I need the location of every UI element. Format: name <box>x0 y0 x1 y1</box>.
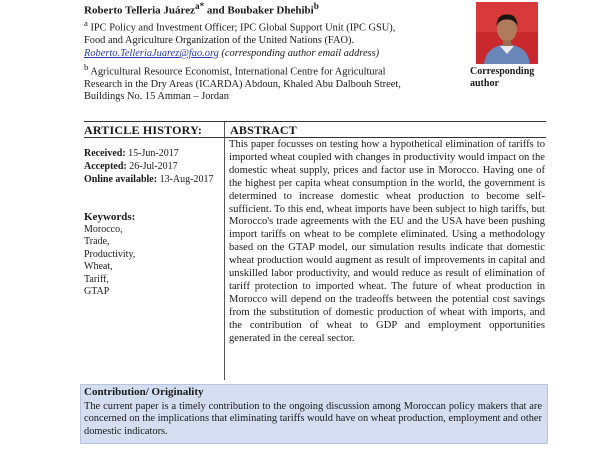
contribution-text: The current paper is a timely contribution to the ongoing discussion among Moroccan policy makers that are concerned on the implications that eliminating tariffs would have on wheat production, employment and other domestic indicators. <box>84 401 542 437</box>
keyword-item: Productivity, <box>84 248 136 260</box>
keyword-item: Wheat, <box>84 261 113 273</box>
article-history <box>84 148 220 187</box>
keyword-item: GTAP <box>84 286 110 298</box>
keywords-title: Keywords: <box>84 211 136 223</box>
author-names: Roberto Telleria Juárez$^{a*}$ and Boubaker Dhehibi$^b$ <box>84 1 319 17</box>
author-email-link[interactable]: Roberto.TelleriaJuarez@fao.org <box>84 47 219 59</box>
keyword-item: Morocco, <box>84 224 123 235</box>
author-photo <box>476 2 538 64</box>
abstract-title: ABSTRACT <box>230 123 297 137</box>
contribution-title: Contribution/ Originality <box>84 386 204 398</box>
affiliation-b: $^b$ Agricultural Resource Economist, International Centre for Agricultural Research in the Dry Areas (ICARDA) Abdoun, Khaled Abu Dalbouh Street, Buildings No. 15 Amman – Jordan <box>84 61 401 103</box>
article-history-title: ARTICLE HISTORY: <box>84 123 203 137</box>
contribution-box <box>80 384 548 444</box>
online-date: Online available: 13-Aug-2017 <box>84 174 214 185</box>
column-divider <box>224 122 225 380</box>
affiliation-a: $^a$ IPC Policy and Investment Officer; IPC Global Support Unit (IPC GSU), Food and Agriculture Organization of the United Nations (FAO). Roberto.TelleriaJuarez@fao.org (corresponding author email address) <box>84 18 396 59</box>
top-rule <box>84 121 546 122</box>
accepted-date: Accepted: 26-Jul-2017 <box>84 161 178 172</box>
keyword-item: Trade, <box>84 236 110 248</box>
header-rule <box>84 137 546 138</box>
photo-caption: Corresponding author <box>470 66 535 89</box>
author-block <box>84 0 410 104</box>
received-date: Received: 15-Jun-2017 <box>84 148 179 159</box>
keywords-list <box>84 224 204 298</box>
abstract-text: This paper focusses on testing how a hypothetical elimination of tariffs to imported wheat coupled with changes in productivity would impact on the domestic wheat supply, prices and factor use in Morocco. Having one of the highest per capita wheat consumption in the world, the government is determined to increase domestic wheat production to become self-sufficient. To this end, wheat imports have been subject to high tariffs, but Morocco's trade agreements with the EU and the USA have been pushing import tariffs on wheat to be complete eliminated. Using a methodology based on the GTAP model, our simulation results indicate that domestic wheat production would augment as result of improvements in capital and unskilled labor productivity, and would reduce as result of elimination of tariff protection to imported wheat. The future of wheat production in Morocco will depend on the tradeoffs between the potential cost savings from the substitution of domestic production of wheat with imports, and the contribution of wheat to GDP and employment opportunities generated in the cereal sector. <box>229 139 545 344</box>
portrait-image <box>476 2 538 64</box>
keyword-item: Tariff, <box>84 273 109 285</box>
